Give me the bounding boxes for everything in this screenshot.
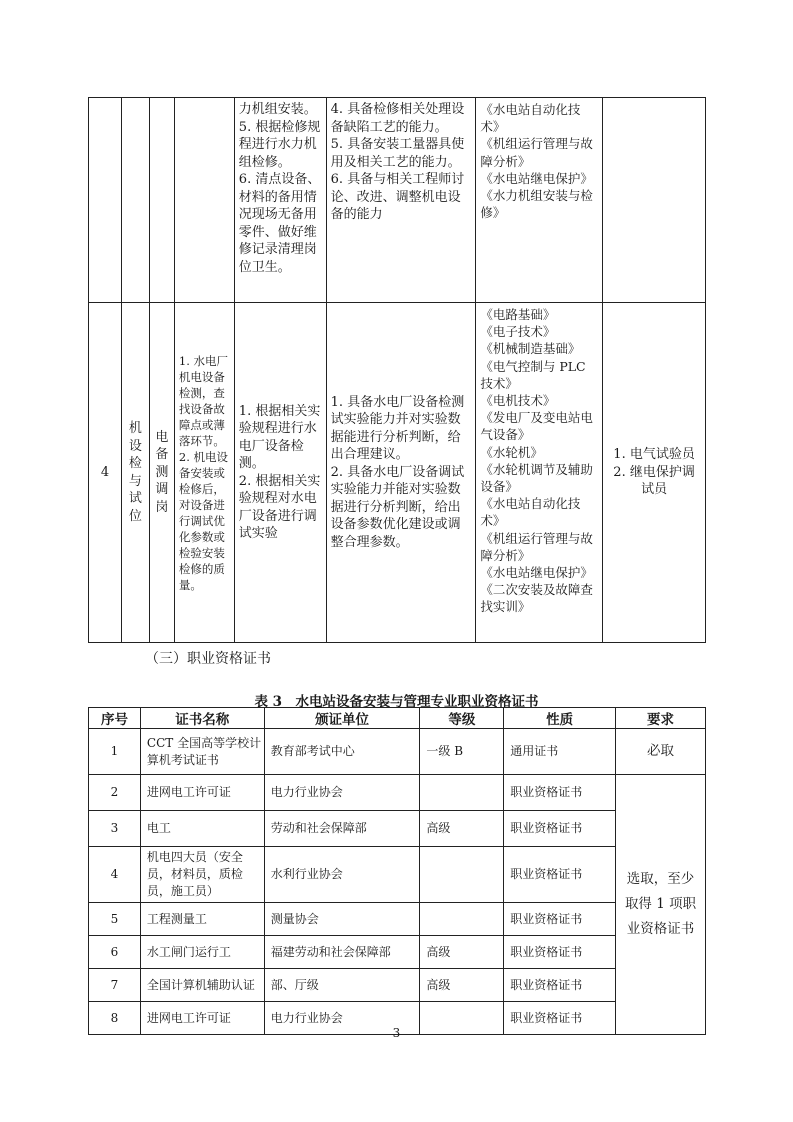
curriculum-table — [88, 97, 706, 643]
certificate-table — [88, 707, 706, 1035]
abilities-cell: 1. 具备水电厂设备检测试实验能力并对实验数据能进行分析判断，给出合理建议。 2. 具备水电厂设备调试实验能力并能对实验数据进行分析判断，给出设备参数优化建设或调整合理参数。 — [326, 303, 476, 643]
table-row: 8 进网电工许可证 电力行业协会 职业资格证书 — [89, 1002, 706, 1035]
positions-cell: 1. 电气试验员 2. 继电保护调试员 — [603, 303, 706, 643]
table-row: 5 工程测量工 测量协会 职业资格证书 — [89, 903, 706, 936]
col-header: 等级 — [420, 708, 504, 729]
col-header: 性质 — [504, 708, 616, 729]
table-row: 3 电工 劳动和社会保障部 高级 职业资格证书 — [89, 811, 706, 847]
area-label-b: 电备测调岗 — [149, 303, 174, 643]
requirement-cell: 必取 — [616, 729, 706, 775]
col-header: 颁证单位 — [264, 708, 420, 729]
header-row — [89, 708, 706, 729]
work-tasks-cell: 1. 根据相关实验规程进行水电厂设备检测。 2. 根据相关实验规程对水电厂设备进行调试实验 — [234, 303, 326, 643]
col-header: 序号 — [89, 708, 141, 729]
page-number: 3 — [392, 1026, 401, 1040]
requirement-cell: 选取，至少取得 1 项职业资格证书 — [616, 775, 706, 1035]
section-title: （三）职业资格证书 — [145, 651, 271, 667]
courses-cell: 《水电站自动化技术》 《机组运行管理与故障分析》 《水电站继电保护》 《水力机组安装与检修》 — [476, 98, 603, 303]
table-row — [89, 98, 706, 303]
work-tasks-cell: 力机组安装。 5. 根据检修规程进行水力机组检修。 6. 清点设备、材料的备用情况现场无备用零件、做好维修记录清理岗位卫生。 — [234, 98, 326, 303]
col-header: 要求 — [616, 708, 706, 729]
table-row: 6 水工闸门运行工 福建劳动和社会保障部 高级 职业资格证书 — [89, 936, 706, 969]
courses-cell: 《电路基础》 《电子技术》 《机械制造基础》 《电气控制与 PLC 技术》 《电机技术》 《发电厂及变电站电气设备》 《水轮机》 《水轮机调节及辅助设备》 《水电站自动化技术》 《机组运行管理与故障分析》 《水电站继电保护》 《二次安装及故障查找实训》 — [476, 303, 603, 643]
table-caption: 表 3 水电站设备安装与管理专业职业资格证书 — [254, 694, 539, 710]
table-row: 1 CCT 全国高等学校计算机考试证书 教育部考试中心 一级 B 通用证书 必取 — [89, 729, 706, 775]
tasks-cell: 1. 水电厂机电设备检测，查找设备故障点或薄落环节。 2. 机电设备安装或检修后，对设备进行调试优化参数或检验安装检修的质量。 — [174, 303, 234, 643]
area-label-a: 机设检与试位 — [121, 303, 149, 643]
col-header: 证书名称 — [140, 708, 264, 729]
table-row: 7 全国计算机辅助认证 部、厅级 高级 职业资格证书 — [89, 969, 706, 1002]
abilities-cell: 4. 具备检修相关处理设备缺陷工艺的能力。 5. 具备安装工量器具使用及相关工艺的能力。 6. 具备与相关工程师讨论、改进、调整机电设备的能力 — [326, 98, 476, 303]
table-row: 4 机电四大员（安全员，材料员，质检员，施工员） 水利行业协会 职业资格证书 — [89, 847, 706, 903]
table-row: 2 进网电工许可证 电力行业协会 职业资格证书 选取，至少取得 1 项职业资格证书 — [89, 775, 706, 811]
row-number: 4 — [89, 303, 122, 643]
table-row — [89, 303, 706, 643]
